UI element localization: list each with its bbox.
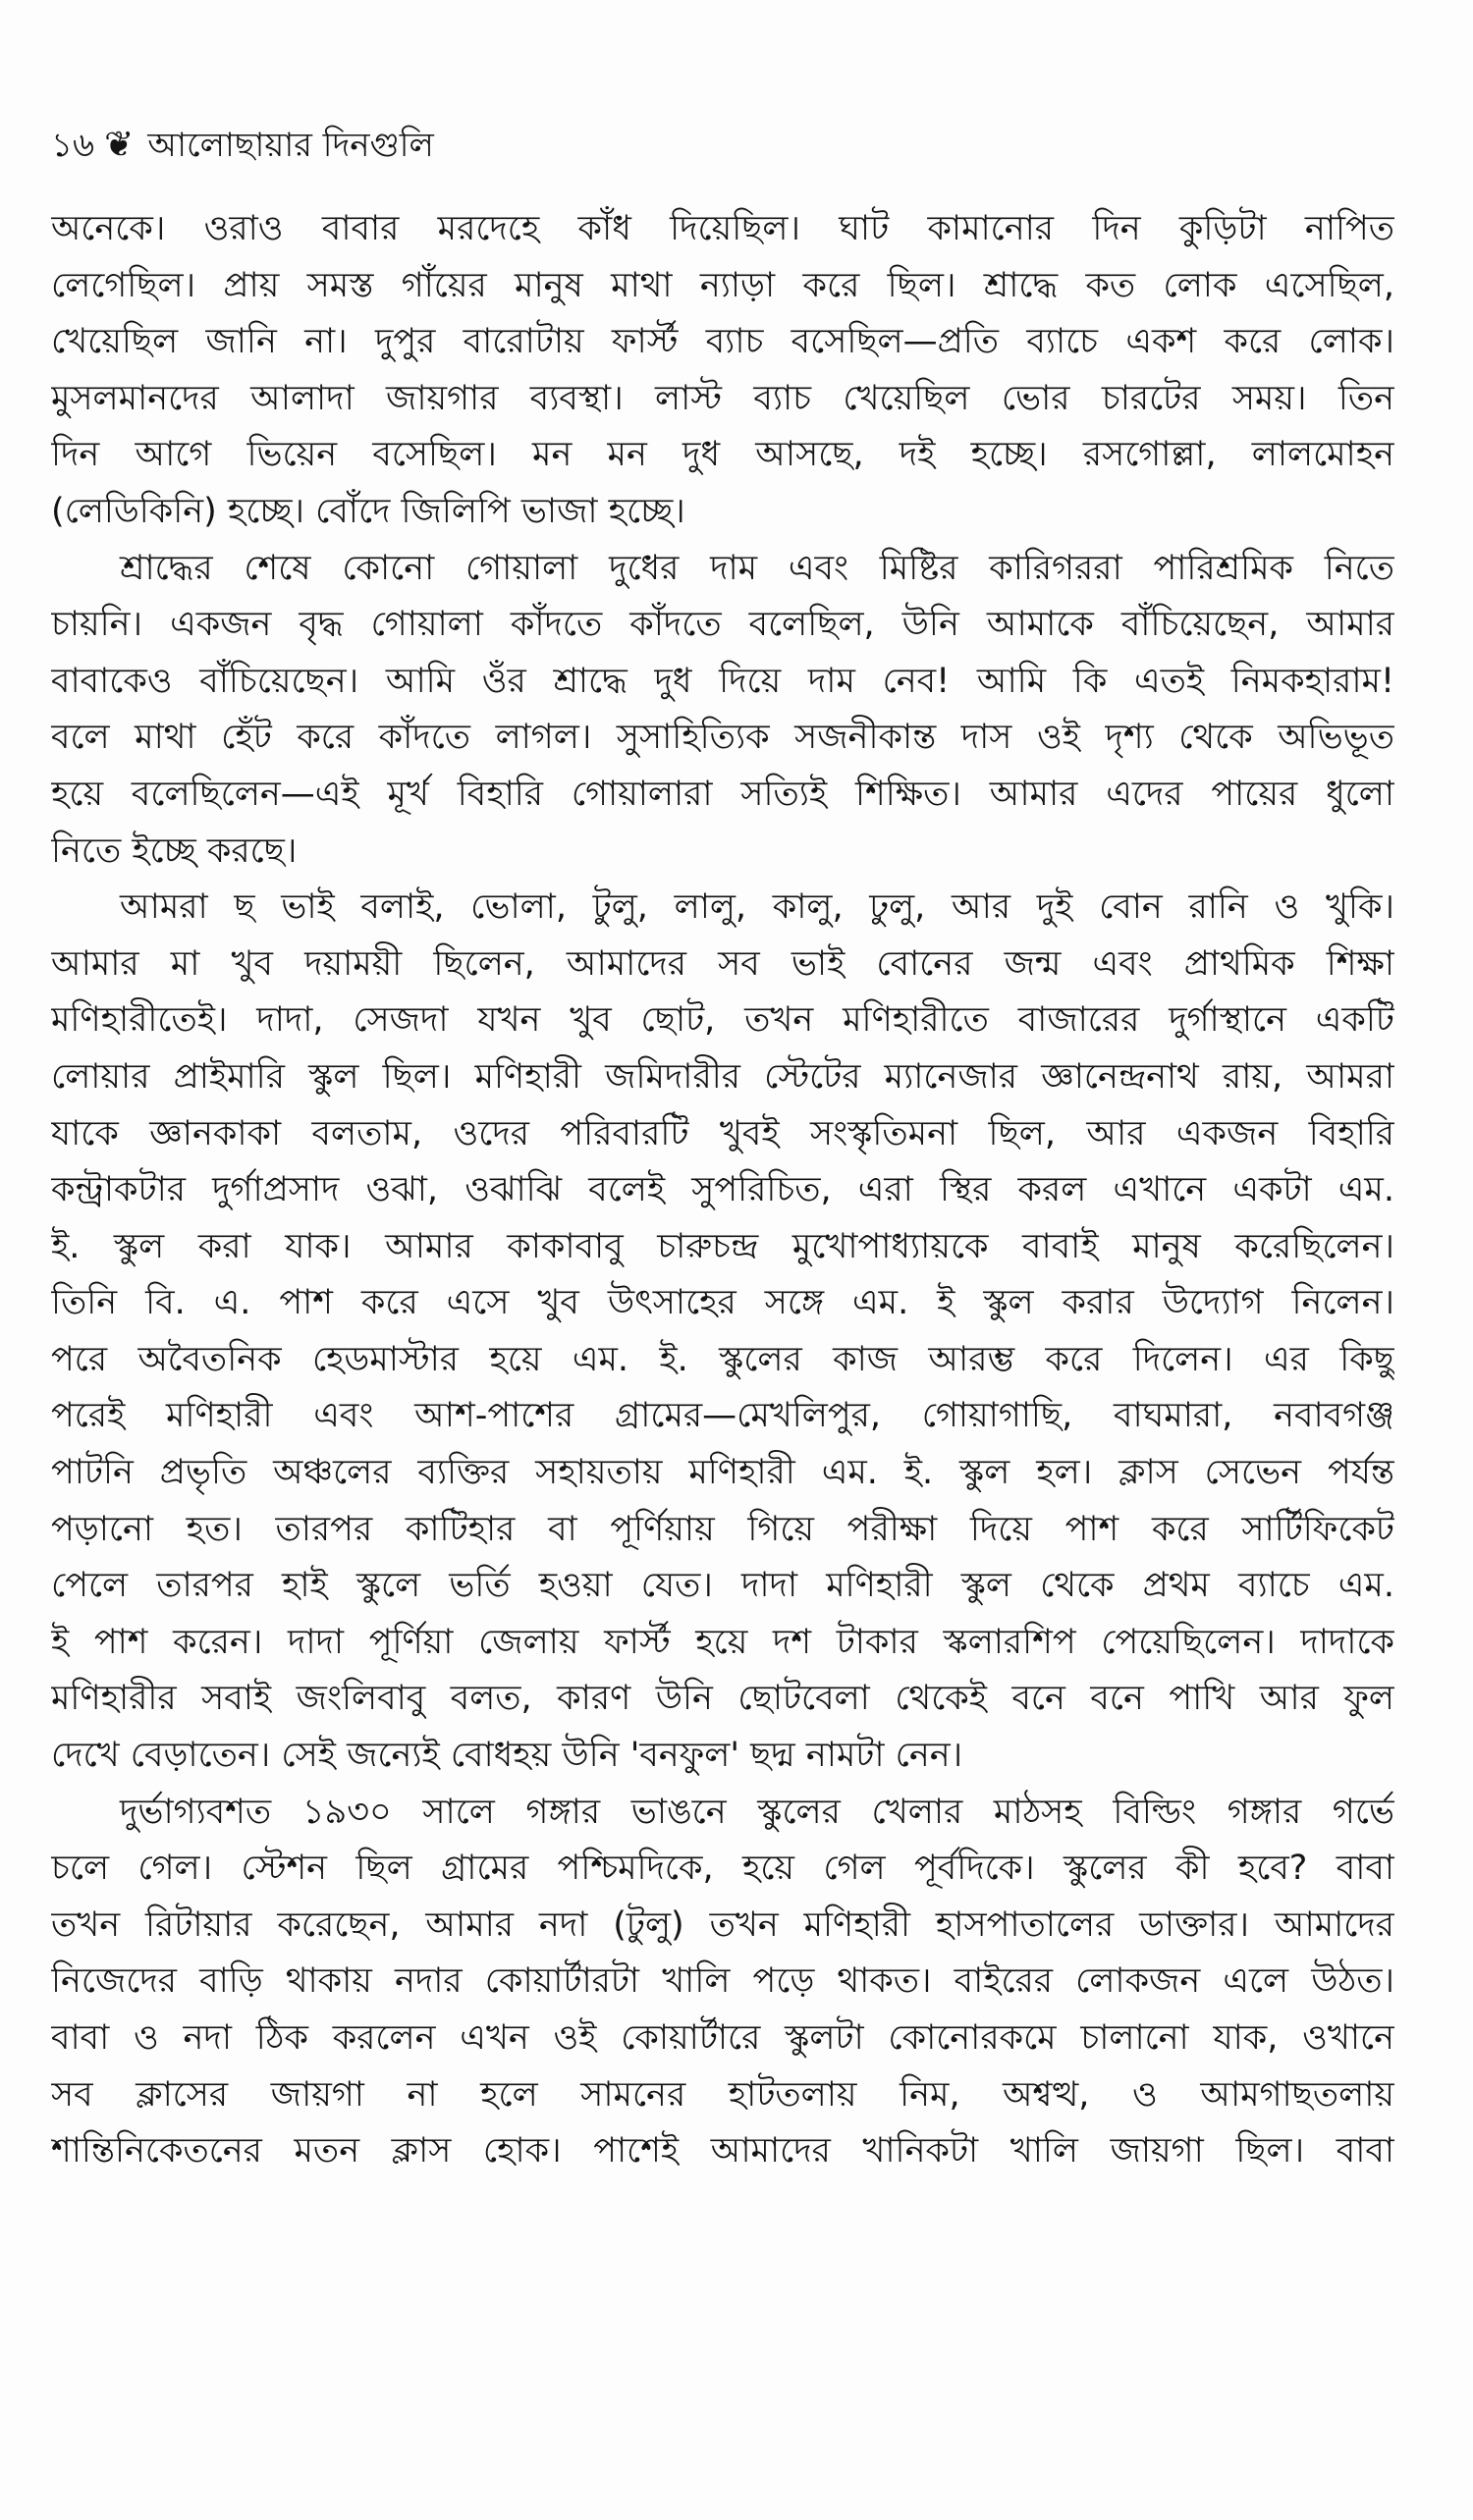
body-text xyxy=(51,201,1394,2180)
page-number: ১৬ xyxy=(51,126,95,165)
text-line: পাটনি প্রভৃতি অঞ্চলের ব্যক্তির সহায়তায় মণিহারী এম. ই. স্কুল হল। ক্লাস সেভেন পর্যন্ত xyxy=(51,1453,1394,1493)
text-line: দেখে বেড়াতেন। সেই জন্যেই বোধহয় উনি 'বনফুল' ছদ্ম নামটা নেন। xyxy=(51,1736,963,1776)
text-line: দিন আগে ভিয়েন বসেছিল। মন মন দুধ আসছে, দই হচ্ছে। রসগোল্লা, লালমোহন xyxy=(51,435,1394,475)
paragraph-1 xyxy=(51,201,1394,541)
text-line: শান্তিনিকেতনের মতন ক্লাস হোক। পাশেই আমাদের খানিকটা খালি জায়গা ছিল। বাবা xyxy=(51,2131,1394,2171)
text-line: শ্রাদ্ধের শেষে কোনো গোয়ালা দুধের দাম এবং মিষ্টির কারিগররা পারিশ্রমিক নিতে xyxy=(120,548,1394,588)
text-line: মুসলমানদের আলাদা জায়গার ব্যবস্থা। লাস্ট ব্যাচ খেয়েছিল ভোর চারটের সময়। তিন xyxy=(51,378,1394,418)
text-line: ই পাশ করেন। দাদা পূর্ণিয়া জেলায় ফার্স্ট হয়ে দশ টাকার স্কলারশিপ পেয়েছিলেন। দাদাকে xyxy=(51,1622,1394,1662)
text-line: যাকে জ্ঞানকাকা বলতাম, ওদের পরিবারটি খুবই সংস্কৃতিমনা ছিল, আর একজন বিহারি xyxy=(51,1113,1394,1153)
text-line: তখন রিটায়ার করেছেন, আমার নদা (টুলু) তখন মণিহারী হাসপাতালের ডাক্তার। আমাদের xyxy=(51,1904,1394,1945)
text-line: লোয়ার প্রাইমারি স্কুল ছিল। মণিহারী জমিদারীর স্টেটের ম্যানেজার জ্ঞানেন্দ্রনাথ রায়, আমরা xyxy=(51,1056,1394,1097)
text-line: পরেই মণিহারী এবং আশ-পাশের গ্রামের—মেখলিপুর, গোয়াগাছি, বাঘমারা, নবাবগঞ্জ xyxy=(51,1396,1394,1436)
text-line: পড়ানো হত। তারপর কাটিহার বা পূর্ণিয়ায় গিয়ে পরীক্ষা দিয়ে পাশ করে সার্টিফিকেট xyxy=(51,1509,1394,1549)
text-line: চায়নি। একজন বৃদ্ধ গোয়ালা কাঁদতে কাঁদতে বলেছিল, উনি আমাকে বাঁচিয়েছেন, আমার xyxy=(51,605,1394,645)
text-line: কন্ট্রাকটার দুর্গাপ্রসাদ ওঝা, ওঝাঝি বলেই সুপরিচিত, এরা স্থির করল এখানে একটা এম. xyxy=(51,1170,1394,1210)
text-line: বলে মাথা হেঁট করে কাঁদতে লাগল। সুসাহিত্যিক সজনীকান্ত দাস ওই দৃশ্য থেকে অভিভূত xyxy=(51,718,1394,758)
text-line: নিজেদের বাড়ি থাকায় নদার কোয়ার্টারটা খালি পড়ে থাকত। বাইরের লোকজন এলে উঠত। xyxy=(51,1961,1394,2002)
book-title: আলোছায়ার দিনগুলি xyxy=(147,126,434,165)
text-line: আমার মা খুব দয়াময়ী ছিলেন, আমাদের সব ভাই বোনের জন্ম এবং প্রাথমিক শিক্ষা xyxy=(51,943,1394,984)
text-line: সব ক্লাসের জায়গা না হলে সামনের হাটতলায় নিম, অশ্বত্থ, ও আমগাছতলায় xyxy=(51,2074,1394,2115)
text-line: মণিহারীর সবাই জংলিবাবু বলত, কারণ উনি ছোটবেলা থেকেই বনে বনে পাখি আর ফুল xyxy=(51,1679,1394,1719)
paragraph-2 xyxy=(51,541,1394,881)
text-line: বাবা ও নদা ঠিক করলেন এখন ওই কোয়ার্টারে স্কুলটা কোনোরকমে চালানো যাক, ওখানে xyxy=(51,2018,1394,2058)
text-line: লেগেছিল। প্রায় সমস্ত গাঁয়ের মানুষ মাথা ন্যাড়া করে ছিল। শ্রাদ্ধে কত লোক এসেছিল, xyxy=(51,265,1394,305)
text-line: বাবাকেও বাঁচিয়েছেন। আমি ওঁর শ্রাদ্ধে দুধ দিয়ে দাম নেব! আমি কি এতই নিমকহারাম! xyxy=(51,661,1394,701)
text-line: তিনি বি. এ. পাশ করে এসে খুব উৎসাহের সঙ্গে এম. ই স্কুল করার উদ্যোগ নিলেন। xyxy=(51,1283,1394,1323)
paragraph-4 xyxy=(51,1785,1394,2180)
text-line: ই. স্কুল করা যাক। আমার কাকাবাবু চারুচন্দ্র মুখোপাধ্যায়কে বাবাই মানুষ করেছিলেন। xyxy=(51,1226,1394,1266)
text-line: পেলে তারপর হাই স্কুলে ভর্তি হওয়া যেত। দাদা মণিহারী স্কুল থেকে প্রথম ব্যাচে এম. xyxy=(51,1566,1394,1606)
running-head xyxy=(51,116,434,175)
text-line: চলে গেল। স্টেশন ছিল গ্রামের পশ্চিমদিকে, হয়ে গেল পূর্বদিকে। স্কুলের কী হবে? বাবা xyxy=(51,1849,1394,1889)
text-line: মণিহারীতেই। দাদা, সেজদা যখন খুব ছোট, তখন মণিহারীতে বাজারের দুর্গাস্থানে একটি xyxy=(51,1000,1394,1041)
floral-ornament-icon: ❦ xyxy=(104,125,135,165)
text-line: পরে অবৈতনিক হেডমাস্টার হয়ে এম. ই. স্কুলের কাজ আরম্ভ করে দিলেন। এর কিছু xyxy=(51,1339,1394,1379)
text-line: নিতে ইচ্ছে করছে। xyxy=(51,831,298,871)
text-line: দুর্ভাগ্যবশত ১৯৩০ সালে গঙ্গার ভাঙনে স্কুলের খেলার মাঠসহ বিল্ডিং গঙ্গার গর্ভে xyxy=(120,1792,1394,1832)
text-line: হয়ে বলেছিলেন—এই মূর্খ বিহারি গোয়ালারা সত্যিই শিক্ষিত। আমার এদের পায়ের ধুলো xyxy=(51,774,1394,814)
paragraph-3 xyxy=(51,880,1394,1785)
text-line: আমরা ছ ভাই বলাই, ভোলা, টুলু, লালু, কালু, ঢুলু, আর দুই বোন রানি ও খুকি। xyxy=(120,887,1394,928)
text-line: অনেকে। ওরাও বাবার মরদেহে কাঁধ দিয়েছিল। ঘাট কামানোর দিন কুড়িটা নাপিত xyxy=(51,209,1394,248)
text-line: খেয়েছিল জানি না। দুপুর বারোটায় ফার্স্ট ব্যাচ বসেছিল—প্রতি ব্যাচে একশ করে লোক। xyxy=(51,322,1394,362)
text-line: (লেডিকিনি) হচ্ছে। বোঁদে জিলিপি ভাজা হচ্ছে। xyxy=(51,491,685,531)
